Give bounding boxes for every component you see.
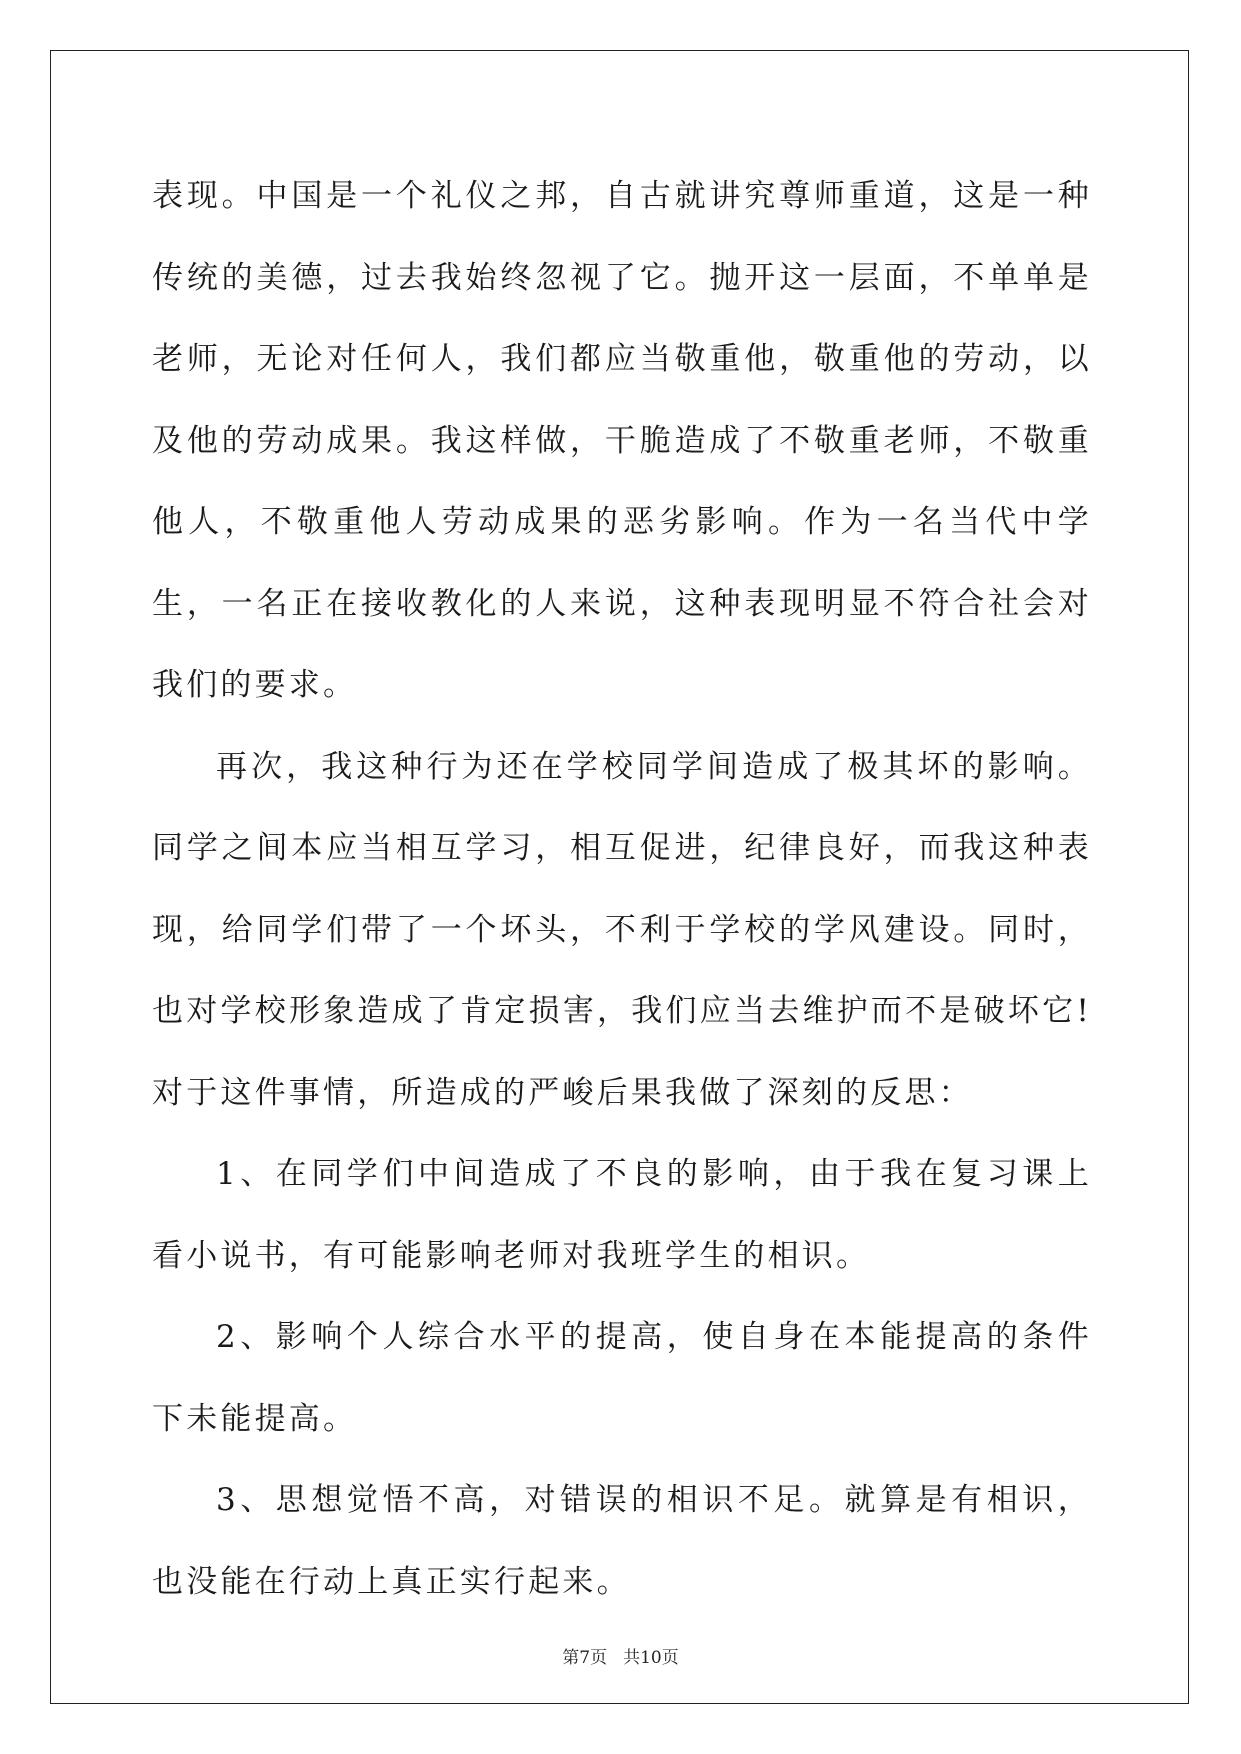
list-item-2: 2、影响个人综合水平的提高，使自身在本能提高的条件下未能提高。 [152,1319,1092,1437]
paragraph-2: 再次，我这种行为还在学校同学间造成了极其坏的影响。同学之间本应当相互学习，相互促进，纪律良好，而我这种表现，给同学们带了一个坏头，不利于学校的学风建设。同时，也对学校形象造成了肯定损害，我们应当去维护而不是破坏它!对于这件事情，所造成的严峻后果我做了深刻的反思： [152,748,1092,1111]
page-total: 共10页 [623,1648,679,1668]
document-body [152,156,1092,1623]
page-number: 第7页 [562,1648,608,1668]
page-footer [0,1646,1241,1670]
list-item-1: 1、在同学们中间造成了不良的影响，由于我在复习课上看小说书，有可能影响老师对我班学生的相识。 [152,1156,1092,1274]
list-item-3: 3、思想觉悟不高，对错误的相识不足。就算是有相识，也没能在行动上真正实行起来。 [152,1482,1092,1600]
paragraph-1: 表现。中国是一个礼仪之邦，自古就讲究尊师重道，这是一种传统的美德，过去我始终忽视了它。抛开这一层面，不单单是老师，无论对任何人，我们都应当敬重他，敬重他的劳动，以及他的劳动成果。我这样做，干脆造成了不敬重老师，不敬重他人，不敬重他人劳动成果的恶劣影响。作为一名当代中学生，一名正在接收教化的人来说，这种表现明显不符合社会对我们的要求。 [152,178,1092,703]
